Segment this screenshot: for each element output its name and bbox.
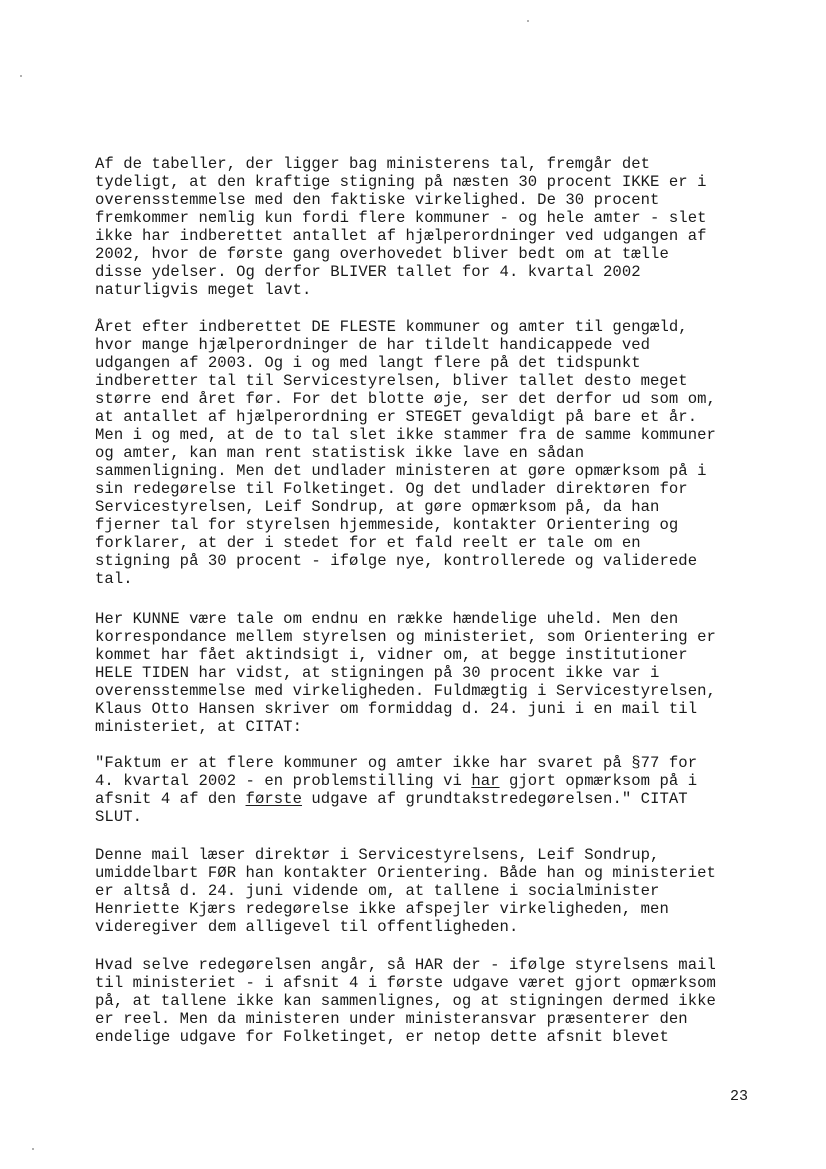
text-line: overensstemmelse med virkeligheden. Fuldmægtig i Servicestyrelsen, [95, 682, 716, 700]
text-line: HELE TIDEN har vidst, at stigningen på 30 procent ikke var i [95, 664, 660, 682]
text-line: sammenligning. Men det undlader ministeren at gøre opmærksom på i [95, 462, 707, 480]
text-line: på, at tallene ikke kan sammenlignes, og at stigningen dermed ikke [95, 992, 716, 1010]
scan-speck [20, 75, 22, 77]
text-line: tal. [95, 570, 133, 588]
text-fragment: afsnit 4 af den [95, 790, 246, 808]
text-line: videregiver dem alligevel til offentligheden. [95, 918, 519, 936]
text-line: udgangen af 2003. Og i og med langt flere på det tidspunkt [95, 354, 641, 372]
text-fragment: udgave af grundtakstredegørelsen." CITAT [301, 790, 688, 808]
text-line: er reel. Men da ministeren under ministeransvar præsenterer den [95, 1010, 688, 1028]
scan-speck [32, 1148, 34, 1150]
text-fragment: 4. kvartal 2002 - en problemstilling vi [95, 772, 472, 790]
text-line: umiddelbart FØR han kontakter Orientering. Både han og ministeriet [95, 864, 716, 882]
text-line: endelige udgave for Folketinget, er netop dette afsnit blevet [95, 1028, 669, 1046]
text-line: Men i og med, at de to tal slet ikke stammer fra de samme kommuner [95, 426, 716, 444]
underlined-word: har [471, 772, 500, 790]
text-line: kommet har fået aktindsigt i, vidner om, at begge institutioner [95, 646, 688, 664]
text-line: fjerner tal for styrelsen hjemmeside, kontakter Orientering og [95, 516, 679, 534]
text-line: Hvad selve redegørelsen angår, så HAR der - ifølge styrelsens mail [95, 956, 716, 974]
text-line: SLUT. [95, 808, 143, 826]
paragraph-2 [95, 318, 755, 588]
text-line [95, 790, 755, 808]
text-line: Her KUNNE være tale om endnu en række hændelige uheld. Men den [95, 610, 679, 628]
text-line: forklarer, at der i stedet for et fald reelt er tale om en [95, 534, 641, 552]
text-line: overensstemmelse med den faktiske virkelighed. De 30 procent [95, 191, 660, 209]
text-line: 2002, hvor de første gang overhovedet bliver bedt om at tælle [95, 245, 669, 263]
quote-paragraph [95, 754, 755, 826]
text-line: "Faktum er at flere kommuner og amter ikke har svaret på §77 for [95, 754, 698, 772]
text-line: Servicestyrelsen, Leif Sondrup, at gøre opmærksom på, da han [95, 498, 660, 516]
text-line: at antallet af hjælperordning er STEGET gevaldigt på bare et år. [95, 408, 698, 426]
text-line: ikke har indberettet antallet af hjælperordninger ved udgangen af [95, 227, 707, 245]
text-line: indberetter tal til Servicestyrelsen, bliver tallet desto meget [95, 372, 688, 390]
paragraph-5 [95, 846, 755, 936]
scan-speck [527, 20, 529, 22]
text-fragment: gjort opmærksom på i [499, 772, 698, 790]
paragraph-1 [95, 155, 755, 299]
text-line: korrespondance mellem styrelsen og ministeriet, som Orientering er [95, 628, 716, 646]
text-line: og amter, kan man rent statistisk ikke lave en sådan [95, 444, 585, 462]
text-line: til ministeriet - i afsnit 4 i første udgave været gjort opmærksom [95, 974, 716, 992]
page-number: 23 [730, 1088, 749, 1105]
paragraph-6 [95, 956, 755, 1046]
text-line: sin redegørelse til Folketinget. Og det undlader direktøren for [95, 480, 688, 498]
text-line: ministeriet, at CITAT: [95, 718, 302, 736]
text-line: er altså d. 24. juni vidende om, at tallene i socialminister [95, 882, 660, 900]
text-line: Af de tabeller, der ligger bag ministerens tal, fremgår det [95, 155, 651, 173]
text-line: større end året før. For det blotte øje, ser det derfor ud som om, [95, 390, 716, 408]
text-line: Denne mail læser direktør i Servicestyrelsens, Leif Sondrup, [95, 846, 660, 864]
underlined-word: første [245, 790, 302, 808]
text-line: naturligvis meget lavt. [95, 281, 312, 299]
text-line: Året efter indberettet DE FLESTE kommuner og amter til gengæld, [95, 318, 688, 336]
text-line: disse ydelser. Og derfor BLIVER tallet for 4. kvartal 2002 [95, 263, 641, 281]
text-line: tydeligt, at den kraftige stigning på næsten 30 procent IKKE er i [95, 173, 707, 191]
paragraph-3 [95, 610, 755, 736]
text-line: stigning på 30 procent - ifølge nye, kontrollerede og validerede [95, 552, 698, 570]
text-line: Klaus Otto Hansen skriver om formiddag d. 24. juni i en mail til [95, 700, 698, 718]
text-line [95, 772, 755, 790]
text-line: hvor mange hjælperordninger de har tildelt handicappede ved [95, 336, 651, 354]
text-line: Henriette Kjærs redegørelse ikke afspejler virkeligheden, men [95, 900, 669, 918]
text-line: fremkommer nemlig kun fordi flere kommuner - og hele amter - slet [95, 209, 707, 227]
